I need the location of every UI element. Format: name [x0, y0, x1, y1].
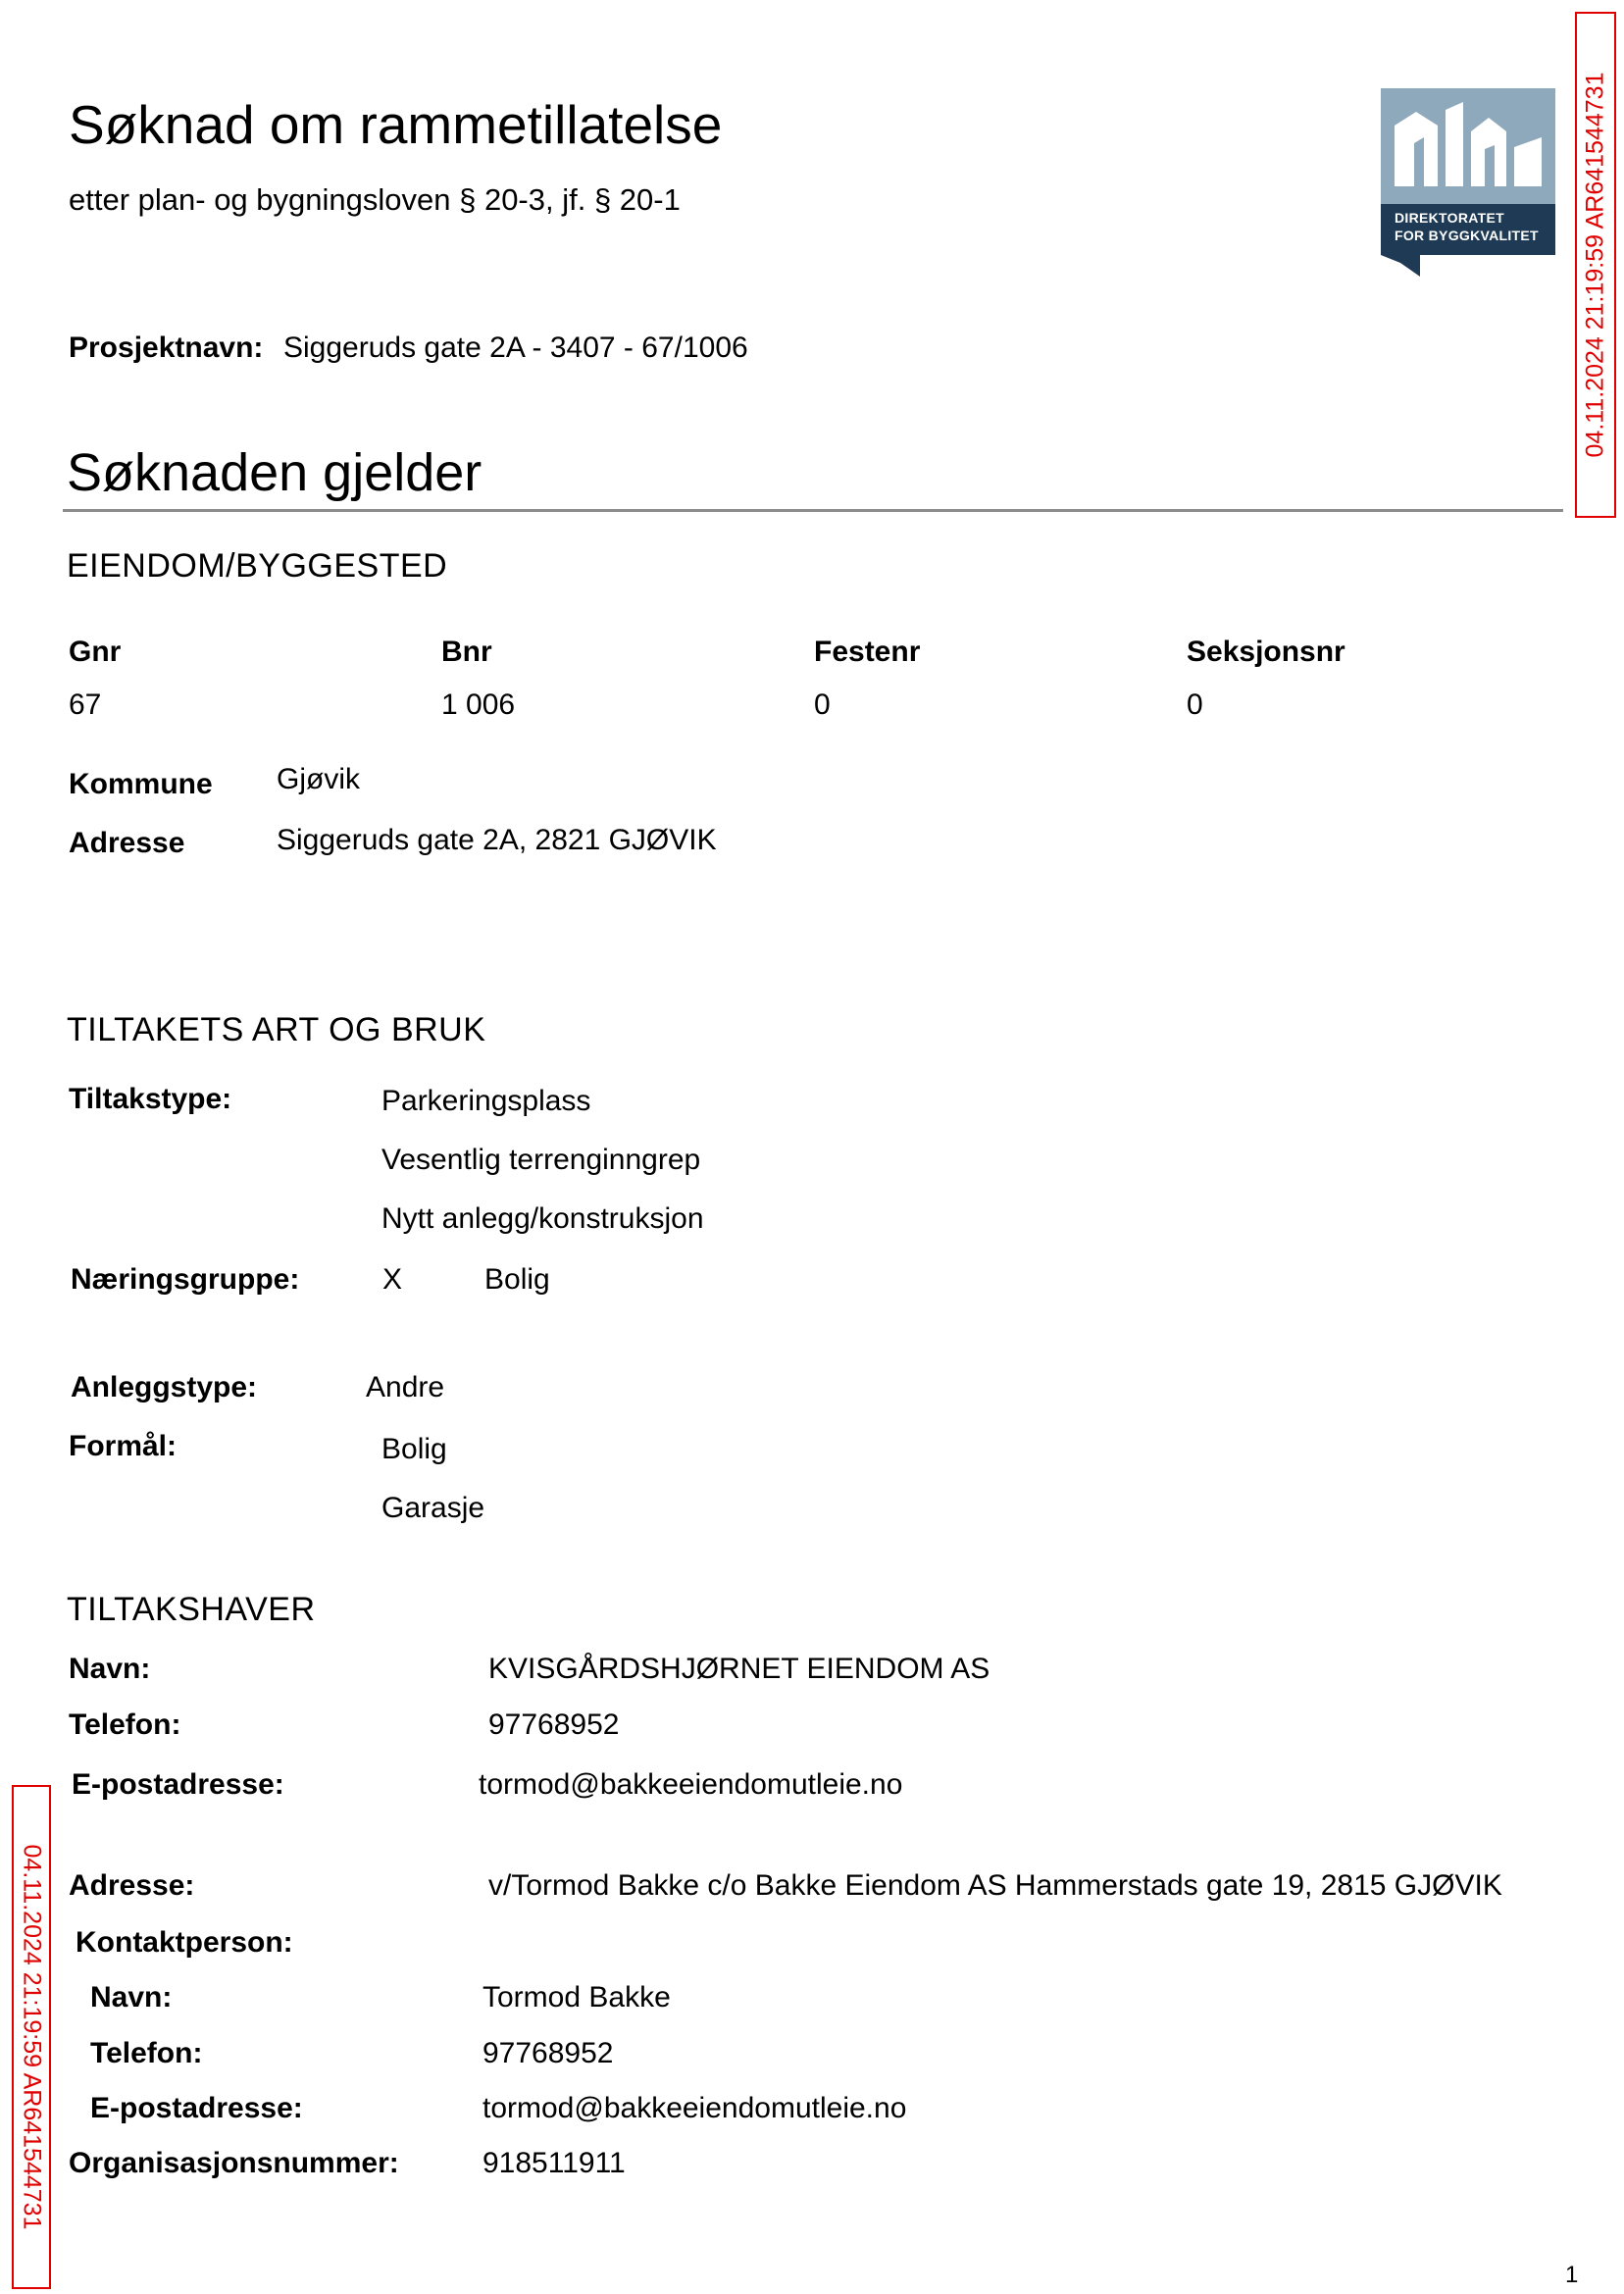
applicant-navn-label: Navn: [69, 1653, 151, 1685]
seksjonsnr-value: 0 [1187, 688, 1203, 721]
tiltakstype-label: Tiltakstype: [69, 1083, 232, 1115]
formal-label: Formål: [69, 1430, 178, 1462]
bnr-label: Bnr [441, 636, 492, 668]
tiltakstype-item: Vesentlig terrenginngrep [381, 1144, 701, 1176]
naeringsgruppe-code: X [382, 1263, 403, 1296]
applicant-epost-label: E-postadresse: [72, 1768, 284, 1801]
dibk-logo [1381, 88, 1555, 277]
adresse-value: Siggeruds gate 2A, 2821 GJØVIK [277, 824, 717, 856]
adresse-label: Adresse [69, 827, 185, 859]
kontakt-telefon-value: 97768952 [482, 2037, 614, 2069]
kommune-value: Gjøvik [277, 763, 360, 795]
dibk-logo-icon [1381, 88, 1555, 277]
gnr-value: 67 [69, 688, 102, 721]
applicant-adresse-value: v/Tormod Bakke c/o Bakke Eiendom AS Hammerstads gate 19, 2815 GJØVIK [488, 1869, 1502, 1902]
stamp-text: 04.11.2024 21:19:59 AR641544731 [1581, 72, 1609, 458]
seksjonsnr-label: Seksjonsnr [1187, 636, 1345, 668]
timestamp-stamp-top [1575, 12, 1616, 518]
orgnr-label: Organisasjonsnummer: [69, 2147, 399, 2179]
naeringsgruppe-value: Bolig [484, 1263, 550, 1296]
project-label: Prosjektnavn: [69, 331, 264, 364]
document-title: Søknad om rammetillatelse [69, 94, 723, 155]
section-divider [63, 509, 1563, 512]
applicant-telefon-value: 97768952 [488, 1708, 620, 1741]
tiltakstype-item: Parkeringsplass [381, 1085, 591, 1117]
page-number: 1 [1565, 2262, 1579, 2288]
applicant-epost-value: tormod@bakkeeiendomutleie.no [479, 1768, 903, 1801]
tiltakstype-item: Nytt anlegg/konstruksjon [381, 1202, 704, 1235]
measure-heading: TILTAKETS ART OG BRUK [67, 1011, 486, 1048]
anleggstype-label: Anleggstype: [71, 1371, 258, 1403]
logo-line-2: FOR BYGGKVALITET [1395, 228, 1539, 243]
orgnr-value: 918511911 [482, 2147, 626, 2179]
formal-item: Garasje [381, 1492, 485, 1524]
kontakt-navn-label: Navn: [90, 1981, 173, 2014]
festenr-label: Festenr [814, 636, 921, 668]
formal-item: Bolig [381, 1433, 447, 1465]
logo-line-1: DIREKTORATET [1395, 210, 1504, 226]
kontaktperson-label: Kontaktperson: [76, 1926, 293, 1959]
gnr-label: Gnr [69, 636, 122, 668]
applicant-telefon-label: Telefon: [69, 1708, 181, 1741]
stamp-text: 04.11.2024 21:19:59 AR641544731 [18, 1844, 46, 2230]
document-subtitle: etter plan- og bygningsloven § 20-3, jf. § 20-1 [69, 182, 681, 217]
section-title: Søknaden gjelder [67, 443, 482, 502]
timestamp-stamp-bottom [12, 1785, 51, 2289]
project-value: Siggeruds gate 2A - 3407 - 67/1006 [283, 331, 748, 364]
kontakt-navn-value: Tormod Bakke [482, 1981, 671, 2014]
kontakt-epost-value: tormod@bakkeeiendomutleie.no [482, 2092, 907, 2124]
applicant-adresse-label: Adresse: [69, 1869, 195, 1902]
bnr-value: 1 006 [441, 688, 516, 721]
applicant-navn-value: KVISGÅRDSHJØRNET EIENDOM AS [488, 1653, 990, 1685]
kontakt-epost-label: E-postadresse: [90, 2092, 303, 2124]
kommune-label: Kommune [69, 768, 213, 800]
property-heading: EIENDOM/BYGGESTED [67, 547, 448, 585]
naeringsgruppe-label: Næringsgruppe: [71, 1263, 300, 1296]
anleggstype-value: Andre [366, 1371, 445, 1403]
festenr-value: 0 [814, 688, 831, 721]
kontakt-telefon-label: Telefon: [90, 2037, 203, 2069]
applicant-heading: TILTAKSHAVER [67, 1591, 316, 1628]
